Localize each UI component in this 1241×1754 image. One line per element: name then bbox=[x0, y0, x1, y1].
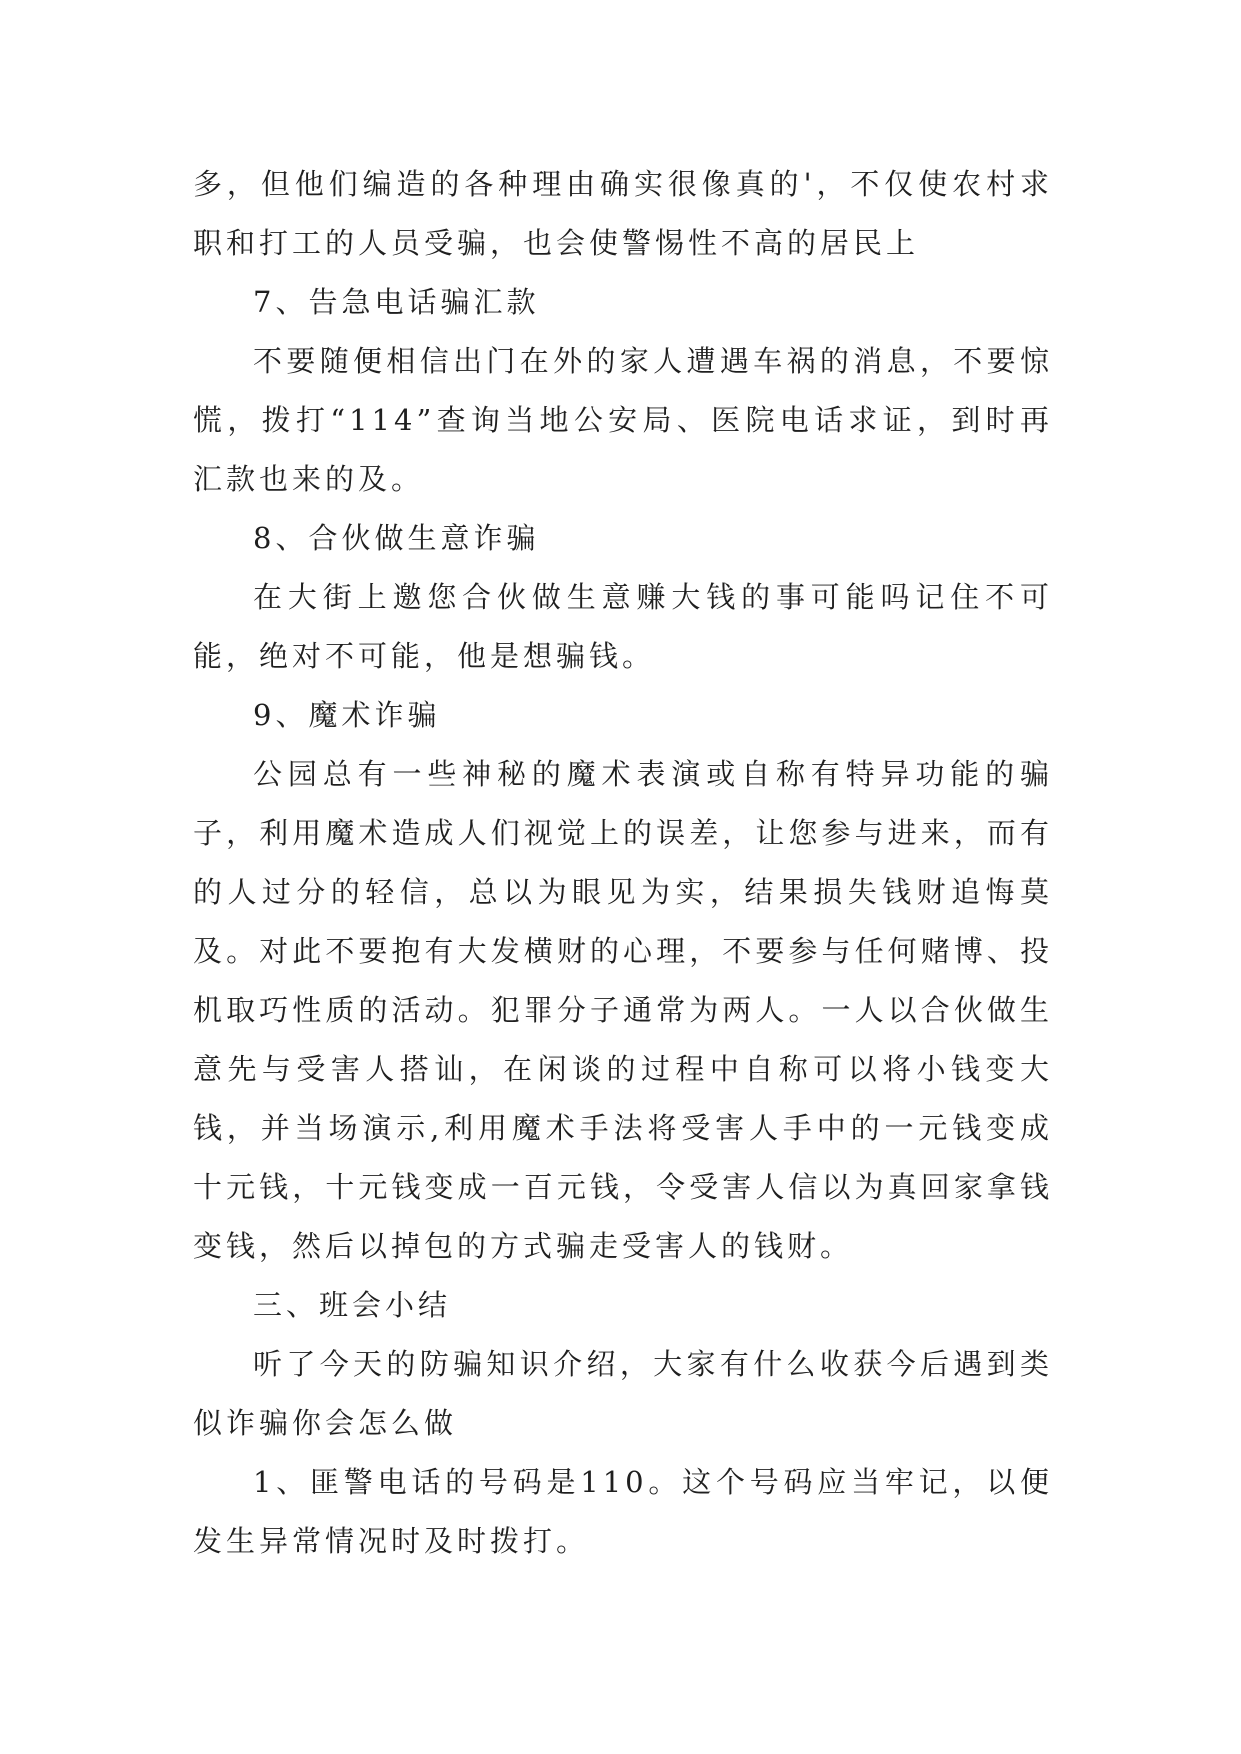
paragraph-summary-item-1: 1、匪警电话的号码是110。这个号码应当牢记，以便发生异常情况时及时拨打。 bbox=[193, 1465, 1053, 1558]
paragraph-summary: 听了今天的防骗知识介绍，大家有什么收获今后遇到类似诈骗你会怎么做 bbox=[193, 1347, 1053, 1440]
section-heading-summary: 三、班会小结 bbox=[253, 1288, 452, 1322]
heading-item-7: 7、告急电话骗汇款 bbox=[253, 285, 540, 319]
heading-item-8: 8、合伙做生意诈骗 bbox=[253, 521, 540, 555]
paragraph-continuation: 多，但他们编造的各种理由确实很像真的'，不仅使农村求职和打工的人员受骗，也会使警惕性不高的居民上 bbox=[193, 167, 1053, 260]
paragraph-item-9: 公园总有一些神秘的魔术表演或自称有特异功能的骗子，利用魔术造成人们视觉上的误差，让您参与进来，而有的人过分的轻信，总以为眼见为实，结果损失钱财追悔莫及。对此不要抱有大发横财的心理，不要参与任何赌博、投机取巧性质的活动。犯罪分子通常为两人。一人以合伙做生意先与受害人搭讪，在闲谈的过程中自称可以将小钱变大钱，并当场演示,利用魔术手法将受害人手中的一元钱变成十元钱，十元钱变成一百元钱，令受害人信以为真回家拿钱变钱，然后以掉包的方式骗走受害人的钱财。 bbox=[193, 757, 1053, 1263]
paragraph-item-7: 不要随便相信出门在外的家人遭遇车祸的消息，不要惊慌，拨打“114”查询当地公安局、医院电话求证，到时再汇款也来的及。 bbox=[193, 344, 1053, 496]
heading-item-9: 9、魔术诈骗 bbox=[253, 698, 441, 732]
document-body bbox=[193, 155, 1053, 1571]
paragraph-item-8: 在大街上邀您合伙做生意赚大钱的事可能吗记住不可能，绝对不可能，他是想骗钱。 bbox=[193, 580, 1053, 673]
